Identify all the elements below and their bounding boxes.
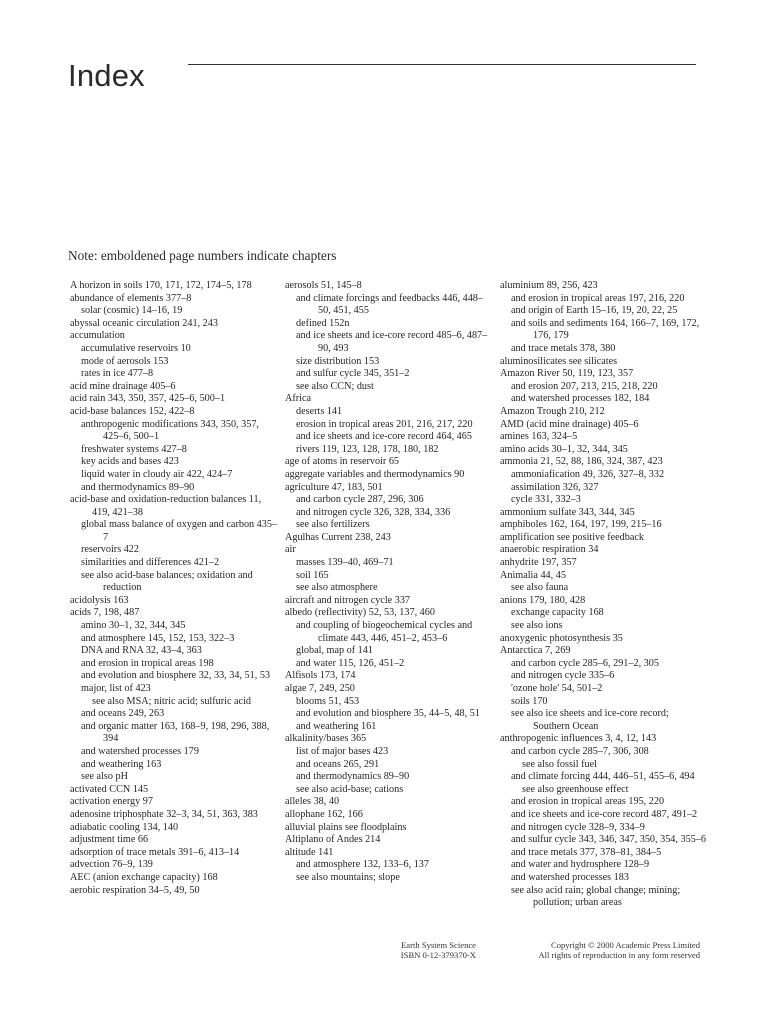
index-entry: soils 170 — [511, 695, 548, 707]
index-entry: and water 115, 126, 451–2 — [296, 657, 405, 669]
index-entry: and origin of Earth 15–16, 19, 20, 22, 25 — [511, 305, 678, 317]
index-entry: see also mountains; slope — [296, 871, 400, 883]
index-entry: and watershed processes 183 — [511, 871, 629, 883]
index-entry: anthropogenic influences 3, 4, 12, 143 — [500, 733, 657, 745]
index-entry: amino acids 30–1, 32, 344, 345 — [500, 443, 628, 455]
index-entry: and carbon cycle 287, 296, 306 — [296, 494, 424, 506]
index-entry: and climate forcing 444, 446–51, 455–6, 494 — [511, 771, 695, 783]
index-entry: Agulhas Current 238, 243 — [285, 531, 391, 543]
index-entry: global mass balance of oxygen and carbon 435–7 — [81, 519, 278, 543]
index-entry: acids 7, 198, 487 — [70, 607, 140, 619]
index-entry: and sulfur cycle 343, 346, 347, 350, 354, 355–6 — [511, 834, 706, 846]
index-entry: key acids and bases 423 — [81, 456, 179, 468]
index-entry: aggregate variables and thermodynamics 90 — [285, 468, 465, 480]
index-entry: AEC (anion exchange capacity) 168 — [70, 871, 218, 883]
index-entry: defined 152n — [296, 317, 350, 329]
index-entry: blooms 51, 453 — [296, 695, 360, 707]
index-entry: accumulation — [70, 330, 125, 342]
index-entry: alluvial plains see floodplains — [285, 821, 407, 833]
index-entry: see also ice sheets and ice-core record; Southern Ocean — [511, 708, 669, 732]
index-entry: aircraft and nitrogen cycle 337 — [285, 594, 411, 606]
index-entry: and weathering 163 — [81, 758, 162, 770]
index-entry: ammonium sulfate 343, 344, 345 — [500, 506, 635, 518]
index-entry: solar (cosmic) 14–16, 19 — [81, 305, 183, 317]
index-entry: and oceans 249, 263 — [81, 708, 165, 720]
index-entry: see also MSA; nitric acid; sulfuric acid — [92, 695, 251, 707]
index-entry: reservoirs 422 — [81, 544, 139, 556]
index-entry: deserts 141 — [296, 405, 343, 417]
index-entry: and soils and sediments 164, 166–7, 169, 172, 176, 179 — [511, 317, 700, 342]
index-entry: and ice sheets and ice-core record 487, 491–2 — [511, 808, 698, 820]
index-entry: acid-base and oxidation-reduction balances 11, 419, 421–38 — [70, 494, 262, 518]
index-entry: masses 139–40, 469–71 — [296, 557, 394, 569]
index-entry: allophane 162, 166 — [285, 808, 363, 820]
index-entry: and nitrogen cycle 326, 328, 334, 336 — [296, 506, 451, 518]
index-entry: Animalia 44, 45 — [500, 569, 566, 581]
index-entry: and watershed processes 182, 184 — [511, 393, 650, 405]
index-entry: A horizon in soils 170, 171, 172, 174–5, 178 — [70, 280, 252, 291]
index-entry: and thermodynamics 89–90 — [296, 771, 410, 783]
index-column-3 — [500, 280, 708, 910]
index-entry: aluminium 89, 256, 423 — [500, 280, 598, 291]
index-entry: aerobic respiration 34–5, 49, 50 — [70, 884, 200, 896]
index-entry: Altiplano of Andes 214 — [285, 834, 381, 846]
index-entry: and climate forcings and feedbacks 446, 448–50, 451, 455 — [296, 292, 483, 317]
index-entry: albedo (reflectivity) 52, 53, 137, 460 — [285, 607, 435, 619]
index-entry: and nitrogen cycle 335–6 — [511, 670, 615, 682]
index-entry: anions 179, 180, 428 — [500, 594, 586, 606]
index-entry: see also CCN; dust — [296, 380, 374, 392]
index-entry: and nitrogen cycle 328–9, 334–9 — [511, 821, 645, 833]
index-entry: and organic matter 163, 168–9, 198, 296, 388, 394 — [81, 720, 270, 745]
index-entry: freshwater systems 427–8 — [81, 443, 187, 455]
index-entry: amino 30–1, 32, 344, 345 — [81, 620, 186, 632]
index-entry: amines 163, 324–5 — [500, 431, 578, 443]
index-entry: Amazon River 50, 119, 123, 357 — [500, 368, 634, 380]
index-entry: and erosion in tropical areas 197, 216, 220 — [511, 292, 685, 304]
index-entry: and erosion in tropical areas 198 — [81, 657, 214, 669]
index-entry: activated CCN 145 — [70, 783, 149, 795]
index-entry: size distribution 153 — [296, 355, 380, 367]
index-entry: major, list of 423 — [81, 683, 151, 694]
book-info — [370, 940, 476, 961]
copyright-info — [500, 940, 700, 961]
index-entry: adenosine triphosphate 32–3, 34, 51, 363, 383 — [70, 808, 258, 820]
isbn: ISBN 0-12-379370-X — [400, 950, 476, 961]
index-entry: Amazon Trough 210, 212 — [500, 405, 605, 417]
index-entry: altitude 141 — [285, 846, 334, 858]
index-note: Note: emboldened page numbers indicate chapters — [68, 248, 337, 263]
index-entry: and atmosphere 145, 152, 153, 322–3 — [81, 632, 235, 644]
book-title: Earth System Science — [401, 940, 476, 950]
index-entry: amphiboles 162, 164, 197, 199, 215–16 — [500, 519, 662, 531]
index-entry: DNA and RNA 32, 43–4, 363 — [81, 645, 202, 657]
index-entry: assimilation 326, 327 — [511, 481, 599, 493]
index-entry: and sulfur cycle 345, 351–2 — [296, 368, 410, 380]
index-entry: and thermodynamics 89–90 — [81, 481, 195, 493]
index-entry: see also fauna — [511, 582, 569, 594]
index-entry: rivers 119, 123, 128, 178, 180, 182 — [296, 443, 439, 455]
index-entry: and coupling of biogeochemical cycles and climate 443, 446, 451–2, 453–6 — [296, 620, 473, 644]
rights-line: All rights of reproduction in any form reserved — [538, 950, 700, 961]
page-title: Index — [68, 58, 145, 93]
index-entry: aerosols 51, 145–8 — [285, 280, 362, 291]
index-entry: liquid water in cloudy air 422, 424–7 — [81, 468, 233, 480]
index-entry: global, map of 141 — [296, 645, 373, 657]
index-entry: anaerobic respiration 34 — [500, 544, 599, 556]
index-entry: abyssal oceanic circulation 241, 243 — [70, 317, 218, 329]
index-entry: erosion in tropical areas 201, 216, 217, 220 — [296, 418, 473, 430]
index-entry: rates in ice 477–8 — [81, 368, 154, 380]
index-entry: alkalinity/bases 365 — [285, 733, 367, 745]
index-entry: and watershed processes 179 — [81, 745, 199, 757]
index-entry: anoxygenic photosynthesis 35 — [500, 632, 623, 644]
index-entry: see also greenhouse effect — [522, 783, 629, 795]
index-entry: Alfisols 173, 174 — [285, 670, 356, 682]
index-entry: and oceans 265, 291 — [296, 758, 380, 770]
index-entry: activation energy 97 — [70, 796, 153, 808]
index-entry: and weathering 161 — [296, 720, 377, 732]
index-entry: see also acid rain; global change; mining; pollution; urban areas — [511, 884, 681, 909]
index-entry: abundance of elements 377–8 — [70, 292, 192, 304]
index-entry: list of major bases 423 — [296, 745, 389, 757]
index-entry: see also acid-base; cations — [296, 783, 404, 795]
index-entry: and erosion 207, 213, 215, 218, 220 — [511, 380, 658, 392]
index-entry: anhydrite 197, 357 — [500, 557, 577, 569]
index-entry: advection 76–9, 139 — [70, 859, 153, 871]
index-entry: 'ozone hole' 54, 501–2 — [511, 683, 603, 694]
index-entry: ammoniafication 49, 326, 327–8, 332 — [511, 468, 665, 480]
index-column-2 — [285, 280, 493, 885]
index-entry: age of atoms in reservoir 65 — [285, 456, 400, 468]
index-entry: acid rain 343, 350, 357, 425–6, 500–1 — [70, 393, 226, 405]
index-column-1 — [70, 280, 278, 897]
index-entry: amplification see positive feedback — [500, 531, 644, 543]
index-entry: and evolution and biosphere 35, 44–5, 48, 51 — [296, 708, 480, 720]
copyright-line: Copyright © 2000 Academic Press Limited — [550, 940, 700, 950]
index-entry: and carbon cycle 285–6, 291–2, 305 — [511, 657, 659, 669]
index-entry: and trace metals 378, 380 — [511, 342, 616, 354]
index-entry: Antarctica 7, 269 — [500, 645, 571, 657]
index-entry: and evolution and biosphere 32, 33, 34, 51, 53 — [81, 670, 271, 682]
index-entry: mode of aerosols 153 — [81, 355, 169, 367]
index-entry: and trace metals 377, 378–81, 384–5 — [511, 846, 662, 858]
index-entry: adiabatic cooling 134, 140 — [70, 821, 179, 833]
index-entry: anthropogenic modifications 343, 350, 357, 425–6, 500–1 — [81, 418, 259, 443]
index-entry: cycle 331, 332–3 — [511, 494, 581, 506]
index-entry: see also pH — [81, 771, 128, 783]
index-entry: exchange capacity 168 — [511, 607, 604, 619]
index-entry: and water and hydrosphere 128–9 — [511, 859, 650, 871]
index-entry: algae 7, 249, 250 — [285, 683, 355, 694]
index-entry: acid mine drainage 405–6 — [70, 380, 176, 392]
index-entry: alleles 38, 40 — [285, 796, 340, 808]
index-entry: and carbon cycle 285–7, 306, 308 — [511, 745, 649, 757]
index-entry: soil 165 — [296, 569, 329, 581]
index-entry: and atmosphere 132, 133–6, 137 — [296, 859, 429, 871]
index-entry: Africa — [285, 393, 312, 405]
index-entry: air — [285, 544, 296, 556]
index-entry: ammonia 21, 52, 88, 186, 324, 387, 423 — [500, 456, 663, 468]
index-entry: see also fertilizers — [296, 519, 370, 531]
title-rule — [188, 64, 696, 65]
index-entry: AMD (acid mine drainage) 405–6 — [500, 418, 639, 430]
index-entry: and ice sheets and ice-core record 485–6, 487–90, 493 — [296, 330, 488, 354]
index-entry: accumulative reservoirs 10 — [81, 342, 191, 354]
index-entry: acid-base balances 152, 422–8 — [70, 405, 195, 417]
index-entry: adjustment time 66 — [70, 834, 149, 846]
index-entry: see also fossil fuel — [522, 758, 597, 770]
index-entry: adsorption of trace metals 391–6, 413–14 — [70, 846, 240, 858]
index-entry: similarities and differences 421–2 — [81, 557, 220, 569]
index-entry: agriculture 47, 183, 501 — [285, 481, 383, 493]
index-entry: see also atmosphere — [296, 582, 378, 594]
index-entry: and ice sheets and ice-core record 464, 465 — [296, 431, 472, 443]
index-entry: see also ions — [511, 620, 563, 632]
index-entry: acidolysis 163 — [70, 594, 129, 606]
index-entry: see also acid-base balances; oxidation and reduction — [81, 569, 253, 594]
index-entry: aluminosilicates see silicates — [500, 355, 618, 367]
index-entry: and erosion in tropical areas 195, 220 — [511, 796, 665, 808]
